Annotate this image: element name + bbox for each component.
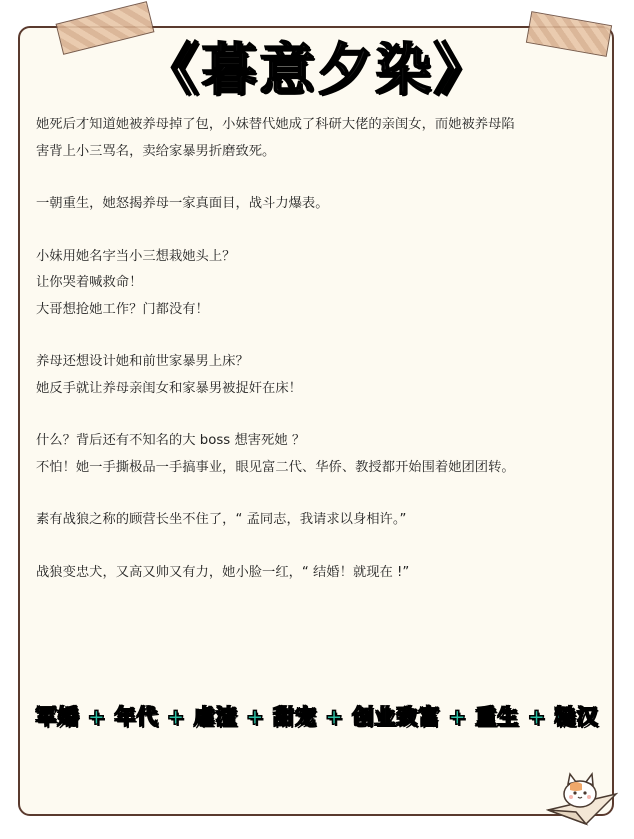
text-line: 战狼变忠犬，又高又帅又有力，她小脸一红，“ 结婚！就现在 !” xyxy=(36,564,410,580)
paragraph xyxy=(36,507,602,534)
text-line: 让你哭着喊救命！ xyxy=(36,275,143,290)
cat-on-paper-plane-icon xyxy=(546,754,618,826)
genre-tags: 军婚 + 年代 + 虐渣 + 甜宠 + 创业致富 + 重生 + 糙汉 xyxy=(35,705,599,729)
book-title: 《暮意夕染》 xyxy=(143,38,491,103)
text-line: 她死后才知道她被养母掉了包，小妹替代她成了科研大佬的亲闺女，而她被养母陷 xyxy=(36,117,515,132)
synopsis xyxy=(36,112,602,612)
paragraph xyxy=(36,191,602,218)
text-line: 素有战狼之称的顾营长坐不住了，“ 孟同志，我请求以身相许。” xyxy=(36,512,407,527)
text-line: 害背上小三骂名，卖给家暴男折磨致死。 xyxy=(36,143,276,159)
text-line: 大哥想抢她工作？门都没有！ xyxy=(36,301,209,317)
paragraph xyxy=(36,244,602,324)
text-line: 她反手就让养母亲闺女和家暴男被捉奸在床！ xyxy=(36,380,302,396)
text-line: 什么？背后还有不知名的大 boss 想害死她 ？ xyxy=(36,433,306,448)
text-line: 一朝重生，她怒揭养母一家真面目，战斗力爆表。 xyxy=(36,196,329,211)
paragraph xyxy=(36,560,602,587)
paragraph xyxy=(36,112,602,165)
text-line: 小妹用她名字当小三想栽她头上？ xyxy=(36,248,236,264)
paragraph xyxy=(36,349,602,402)
text-line: 养母还想设计她和前世家暴男上床？ xyxy=(36,354,249,369)
paragraph xyxy=(36,428,602,481)
text-line: 不怕！她一手撕极品一手搞事业，眼见富二代、华侨、教授都开始围着她团团转。 xyxy=(36,459,515,475)
